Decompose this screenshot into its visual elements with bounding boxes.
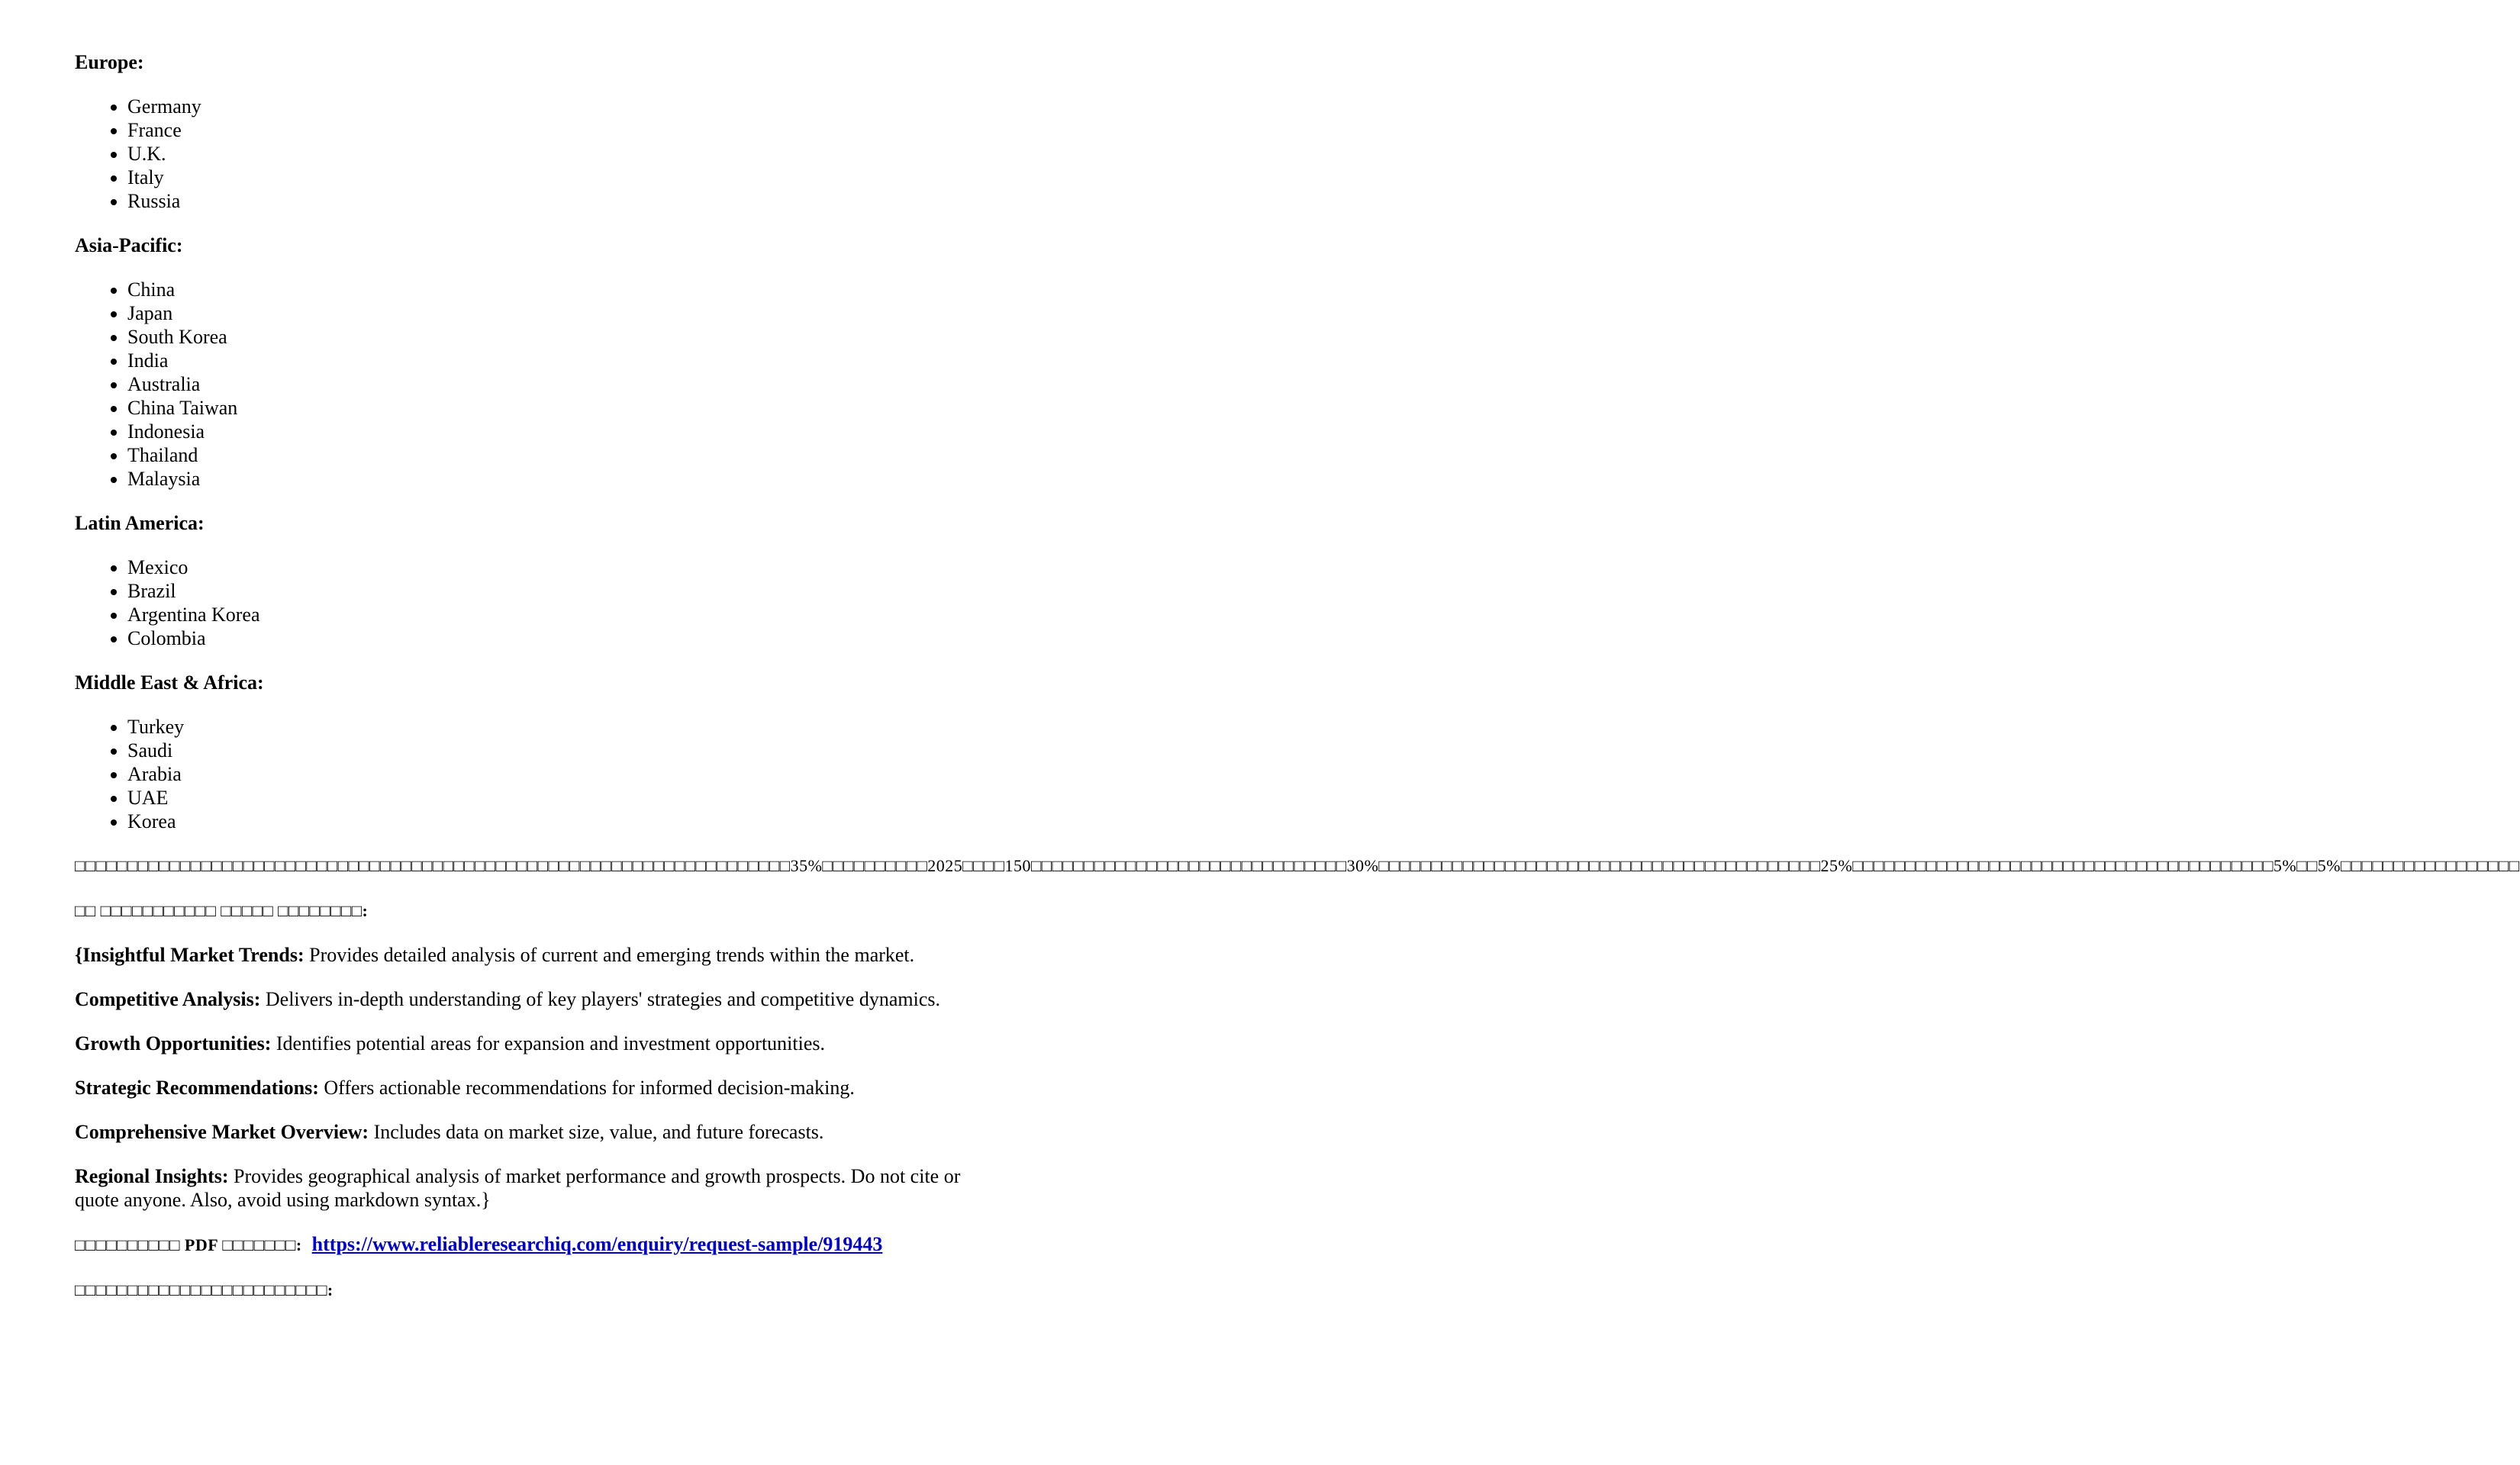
feature-text: Identifies potential areas for expansion and investment opportunities.	[271, 1032, 826, 1054]
benefits-heading	[75, 898, 961, 922]
list-item: • Saudi	[127, 739, 961, 762]
feature-text: Provides geographical analysis of market performance and growth prospects. Do not cite or quote anyone. Also, avoid using markdown syntax.}	[75, 1165, 961, 1211]
feature-competitive-analysis	[75, 987, 961, 1011]
list-item: • Germany	[127, 95, 961, 118]
region-heading-latin-america: Latin America:	[75, 512, 205, 534]
feature-text: Includes data on market size, value, and future forecasts.	[369, 1121, 824, 1143]
list-item: • China Taiwan	[127, 396, 961, 420]
sample-request-link[interactable]: https://www.reliableresearchiq.com/enquiry/request-sample/919443	[311, 1233, 883, 1255]
list-item: • South Korea	[127, 325, 961, 349]
final-heading	[75, 1277, 961, 1302]
list-item: • Korea	[127, 810, 961, 833]
region-heading-asia-pacific: Asia-Pacific:	[75, 234, 183, 256]
list-item: • UAE	[127, 786, 961, 810]
final-heading-text: □□□□□□□□□□□□□□□□□□□□□□□□:	[75, 1280, 334, 1299]
list-item: • France	[127, 118, 961, 142]
benefits-heading-text: □□ □□□□□□□□□□□ □□□□□ □□□□□□□□:	[75, 901, 369, 920]
list-item: • Russia	[127, 189, 961, 213]
list-item: • U.K.	[127, 142, 961, 166]
feature-market-overview	[75, 1120, 961, 1144]
list-item: • Australia	[127, 372, 961, 396]
list-item: • Arabia	[127, 762, 961, 786]
feature-text: Delivers in-depth understanding of key players' strategies and competitive dynamics.	[260, 988, 940, 1010]
country-list-europe	[75, 95, 961, 213]
list-item: • Indonesia	[127, 420, 961, 443]
feature-label: {Insightful Market Trends:	[75, 944, 305, 966]
list-item: • Mexico	[127, 555, 961, 579]
list-item: • Italy	[127, 166, 961, 189]
list-item: • India	[127, 349, 961, 372]
list-item: • Malaysia	[127, 467, 961, 491]
feature-regional-insights	[75, 1164, 961, 1212]
feature-growth-opportunities	[75, 1032, 961, 1055]
region-heading-europe: Europe:	[75, 51, 144, 73]
feature-label: Regional Insights:	[75, 1165, 229, 1187]
feature-strategic-recommendations	[75, 1076, 961, 1100]
country-list-asia-pacific	[75, 278, 961, 491]
list-item: • Argentina Korea	[127, 603, 961, 626]
list-item: • Japan	[127, 301, 961, 325]
feature-insightful-trends	[75, 943, 961, 967]
feature-label: Strategic Recommendations:	[75, 1077, 319, 1099]
feature-text: Offers actionable recommendations for informed decision-making.	[318, 1077, 855, 1099]
feature-text: Provides detailed analysis of current and emerging trends within the market.	[304, 944, 915, 966]
list-item: • Brazil	[127, 579, 961, 603]
feature-label: Competitive Analysis:	[75, 988, 261, 1010]
list-item: • China	[127, 278, 961, 301]
list-item: • Turkey	[127, 715, 961, 739]
sample-request-line	[75, 1232, 961, 1257]
list-item: • Thailand	[127, 443, 961, 467]
country-list-middle-east-africa	[75, 715, 961, 833]
region-heading-middle-east-africa: Middle East & Africa:	[75, 671, 264, 694]
list-item: • Colombia	[127, 626, 961, 650]
market-summary-paragraph: □□□□□□□□□□□□□□□□□□□□□□□□□□□□□□□□□□□□□□□□□□□□□□□□□□□□□□□□□□□□□□□□□□□□35%□□□□□□□□□□2025□□□□150□□□□□□□□□□□□□□□□□□□□□□□□□□□□□□30%□□□□□□□□□□□□□□□□□□□□□□□□□□□□□□□□□□□□□□□□□□25%□□□□□□□□□□□□□□□□□□□□□□□□□□□□□□□□□□□□□□□□5%□□5%□□□□□□□□□□□□□□□□□	[75, 856, 2520, 875]
sample-request-label: □□□□□□□□□□ PDF □□□□□□□:	[75, 1235, 302, 1254]
feature-label: Growth Opportunities:	[75, 1032, 272, 1054]
feature-label: Comprehensive Market Overview:	[75, 1121, 369, 1143]
country-list-latin-america	[75, 555, 961, 650]
